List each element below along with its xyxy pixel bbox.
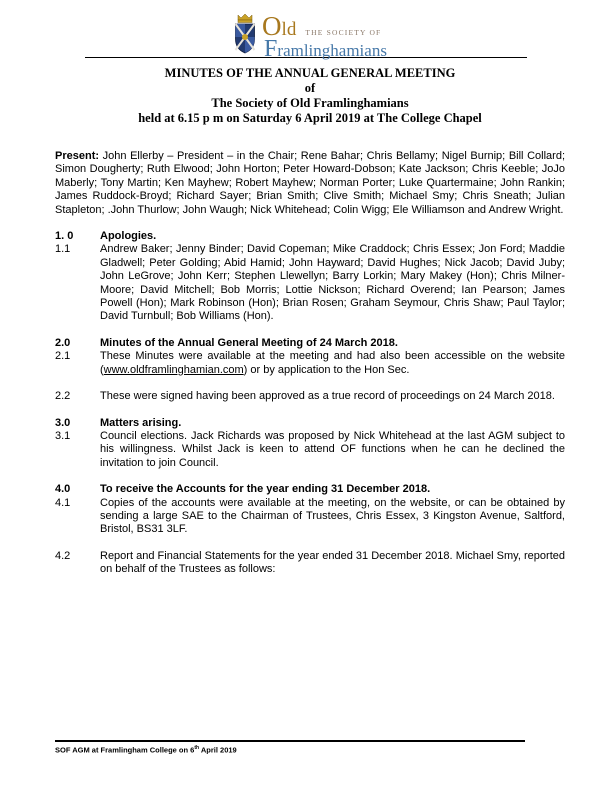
section-number: 2.0 <box>55 336 71 349</box>
section-heading-1 <box>55 230 565 243</box>
title-line-1: MINUTES OF THE ANNUAL GENERAL MEETING <box>164 66 456 80</box>
section-number: 1. 0 <box>55 230 74 243</box>
item-text: Copies of the accounts were available at the meeting, on the website, or can be obtained by sending a large SAE to the Chairman of Trustees, Chris Essex, 3 Kingston Avenue, Saltford, Bristol, BS31 3LF. <box>100 496 565 536</box>
logo-text <box>262 10 387 61</box>
logo-society-text: THE SOCIETY OF <box>305 28 382 37</box>
footer-text: SOF AGM at Framlingham College on 6 <box>55 745 195 755</box>
section-item-2-1 <box>55 350 565 377</box>
item-text <box>100 350 565 377</box>
item-text-before-link: These Minutes were available at the meeting and had also been accessible on the website ( <box>100 350 565 376</box>
section-heading-2 <box>55 337 565 350</box>
present-names: John Ellerby – President – in the Chair; Rene Bahar; Chris Bellamy; Nigel Burnip; Bill Collard; Simon Dougherty; Ruth Elwood; John Horton; Peter Howard-Dobson; Kate Jackson; Chris Keeble; JoJo Maberly; Tony Martin; Ken Mayhew; Robert Mayhew; Norman Porter; Luke Quartermaine; John Rankin; James Ruddock-Broyd; Richard Sayer; Brian Smith; Clive Smith; Michael Smy; Chris Sneath; Julian Stapleton; .John Thurlow; John Waugh; Nick Whitehead; Colin Wigg; Ele Williamson and Andrew Wright. <box>55 150 565 216</box>
section-heading-3 <box>55 417 565 430</box>
page-footer <box>55 740 525 755</box>
section-title: To receive the Accounts for the year ending 31 December 2018. <box>100 483 431 496</box>
section-item-4-1 <box>55 497 565 537</box>
item-text: Council elections. Jack Richards was proposed by Nick Whitehead at the last AGM subject to his willingness. Whilst Jack is keen to attend OF functions when he can he declined the invitation to join Council. <box>100 429 565 469</box>
item-text: Report and Financial Statements for the year ended 31 December 2018. Michael Smy, reported on behalf of the Trustees as follows: <box>100 549 565 576</box>
document-title <box>55 66 565 126</box>
present-label: Present: <box>55 150 100 162</box>
section-item-3-1 <box>55 430 565 470</box>
website-link[interactable]: www.oldframlinghamian.com <box>103 363 244 376</box>
section-heading-4 <box>55 483 565 496</box>
college-crest-icon <box>233 12 257 54</box>
section-number: 4.0 <box>55 483 71 496</box>
item-number: 4.1 <box>55 496 71 509</box>
section-number: 3.0 <box>55 416 71 429</box>
present-paragraph <box>55 150 565 217</box>
footer-ordinal-suffix: th <box>194 745 200 751</box>
title-line-4: held at 6.15 p m on Saturday 6 April 2019 at The College Chapel <box>138 111 482 125</box>
item-text: Andrew Baker; Jenny Binder; David Copeman; Mike Craddock; Chris Essex; Jon Ford; Maddie Gladwell; Peter Golding; Abid Hamid; John Hayward; David Hughes; Nick Jacob; David Juby; John LeGrove; John Kerr; Stephen Llewellyn; Barry Lorkin; Mary Makey (Hon); Chris Milner-Moore; David Mitchell; Bob Morris; Lottie Nickson; Richard Overend; Ian Pearson; James Powell (Hon); Mark Robinson (Hon); Brian Rosen; Graham Seymour, Chris Shaw; Paul Taylor; David Turnbull; Bob Williams (Hon). <box>100 243 565 323</box>
section-item-2-2 <box>55 390 565 403</box>
section-title: Matters arising. <box>100 416 182 429</box>
society-logo <box>55 10 565 62</box>
section-title: Minutes of the Annual General Meeting of 24 March 2018. <box>100 336 398 349</box>
section-item-1-1 <box>55 243 565 323</box>
logo-framlinghamians-text: Framlinghamians <box>264 36 387 62</box>
item-number: 3.1 <box>55 429 71 442</box>
item-number: 2.1 <box>55 350 71 363</box>
item-number: 2.2 <box>55 390 71 403</box>
title-line-2: of <box>304 81 316 95</box>
title-line-3: The Society of Old Framlinghamians <box>211 96 409 110</box>
logo-old-text: Old <box>262 11 297 41</box>
item-number: 4.2 <box>55 549 71 562</box>
item-number: 1.1 <box>55 243 71 256</box>
footer-text-date: April 2019 <box>199 745 237 755</box>
item-text-after-link: ) or by application to the Hon Sec. <box>243 363 410 376</box>
item-text: These were signed having been approved as a true record of proceedings on 24 March 2018. <box>100 390 555 403</box>
section-item-4-2 <box>55 550 565 577</box>
section-title: Apologies. <box>100 230 157 243</box>
